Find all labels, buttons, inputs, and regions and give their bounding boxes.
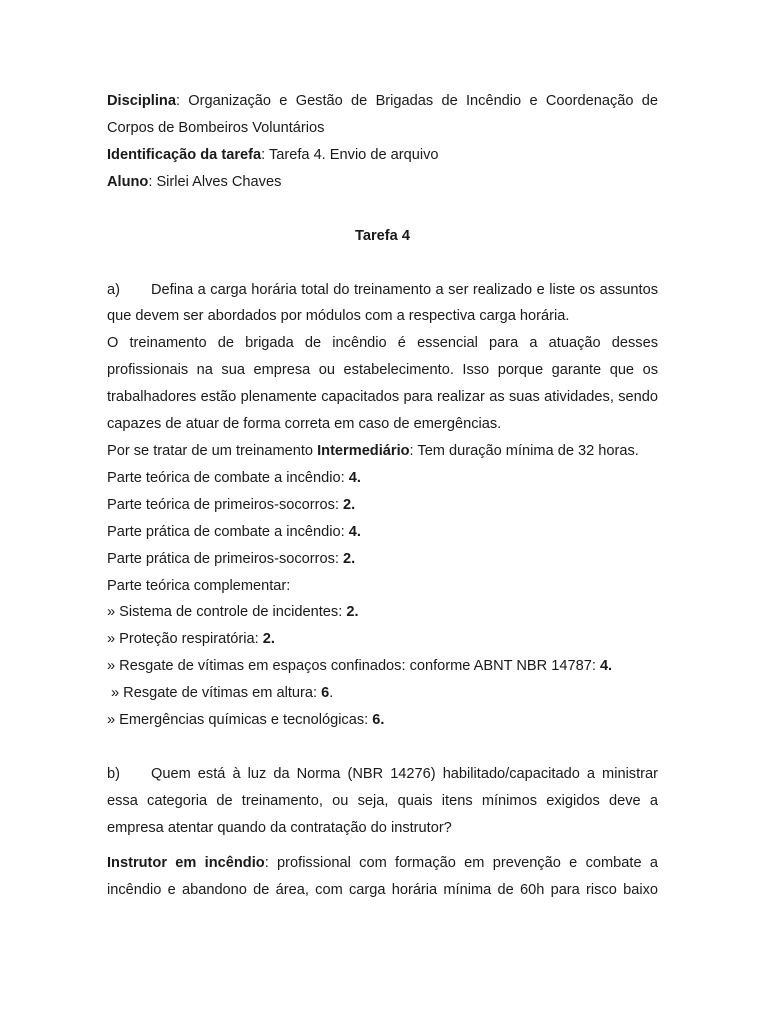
aluno-line [107,169,658,196]
disciplina-line [107,88,658,142]
tarefa-line [107,142,658,169]
complementar-label: Parte teórica complementar: [107,577,291,594]
sub-list-item: » Emergências químicas e tecnológicas: 6. [107,712,385,729]
answer-b [107,850,658,904]
sub-list-item: » Resgate de vítimas em altura: 6. [111,685,334,702]
spacer [107,250,658,277]
spacer [107,842,658,850]
question-b-marker: b) [107,765,120,782]
tarefa-label: Identificação da tarefa [107,146,262,163]
sub-list-item: » Resgate de vítimas em espaços confinados: conforme ABNT NBR 14787: 4. [107,658,613,675]
list-item: Parte teórica de combate a incêndio: 4. [107,469,361,486]
answer-a-intro: O treinamento de brigada de incêndio é essencial para a atuação desses profissionais na sua empresa ou estabelecimento. Isso porque garante que os trabalhadores estão plenamente capacitados para realizar as suas atividades, sendo capazes de atuar de forma correta em caso de emergências. [107,335,658,433]
disciplina-value: : Organização e Gestão de Brigadas de Incêndio e Coordenação de Corpos de Bombeiros Voluntários [107,93,658,136]
list-item: Parte prática de primeiros-socorros: 2. [107,550,356,567]
document-page [107,88,658,903]
sub-list-item: » Sistema de controle de incidentes: 2. [107,604,359,621]
answer-b-bold: Instrutor em incêndio [107,854,265,871]
question-b-text: Quem está à luz da Norma (NBR 14276) habilitado/capacitado a ministrar essa categoria de treinamento, ou seja, quais itens mínimos exigidos deve a empresa atentar quando da contratação do instrutor? [107,765,658,836]
aluno-value: : Sirlei Alves Chaves [148,173,282,190]
list-item: Parte prática de combate a incêndio: 4. [107,523,361,540]
level-bold: Intermediário [317,442,410,459]
list-item: Parte teórica de primeiros-socorros: 2. [107,496,356,513]
answer-a-level: Por se tratar de um treinamento Intermediário: Tem duração mínima de 32 horas. [107,442,639,459]
question-a-marker: a) [107,281,120,298]
sub-list-item: » Proteção respiratória: 2. [107,631,275,648]
disciplina-label: Disciplina [107,93,176,109]
answer-b-text: : profissional com formação em prevenção e combate a incêndio e abandono de área, com carga horária mínima de 60h para risco baixo [107,854,658,898]
question-b [107,761,658,842]
question-a-text: Defina a carga horária total do treinamento a ser realizado e liste os assuntos que devem ser abordados por módulos com a respectiva carga horária. [107,281,658,325]
spacer [107,196,658,223]
page-title: Tarefa 4 [355,227,410,244]
tarefa-value: : Tarefa 4. Envio de arquivo [261,146,439,163]
aluno-label: Aluno [107,173,149,190]
spacer [107,734,658,761]
question-a [107,277,658,331]
